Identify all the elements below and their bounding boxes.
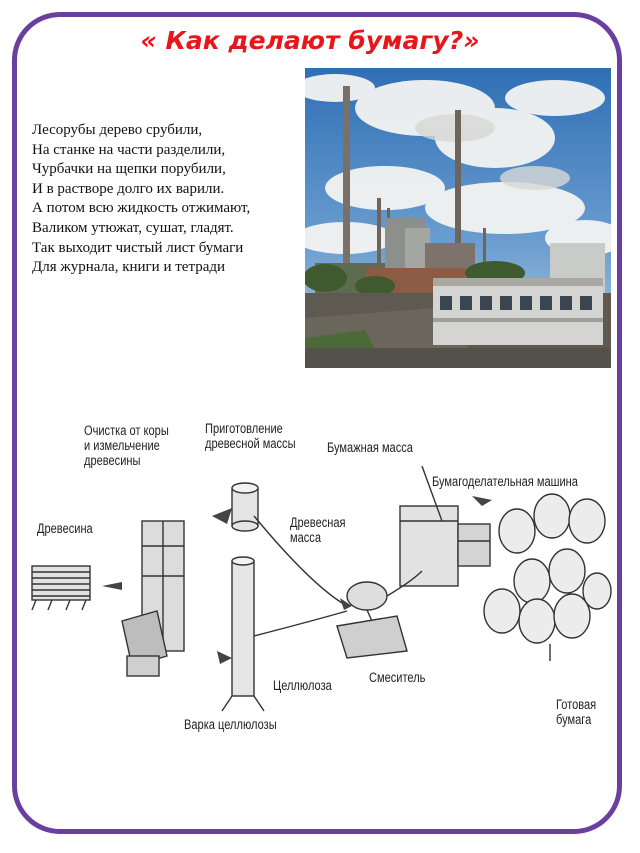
pulp-cylinder: [232, 483, 258, 531]
poem-line: Так выходит чистый лист бумаги: [32, 239, 244, 256]
label-cellulose: Целлюлоза: [273, 678, 332, 693]
cooking-column: [222, 557, 264, 711]
label-wood-pulp: Древесная масса: [290, 515, 346, 545]
label-debarking: Очистка от коры и измельчение древесины: [84, 423, 169, 468]
poem-line: На станке на части разделили,: [32, 141, 226, 158]
poem-line: А потом всю жидкость отжимают,: [32, 200, 251, 217]
label-pulp-prep: Приготовление древесной массы: [205, 421, 296, 451]
poem-line: Чурбачки на щепки порубили,: [32, 161, 226, 178]
page-title: « Как делают бумагу?»: [140, 26, 480, 55]
paper-mill-photo: [305, 68, 611, 368]
label-finished-paper: Готовая бумага: [556, 697, 597, 727]
debarking-machine: [122, 521, 184, 676]
mixer: [337, 582, 407, 658]
poem-line: Валиком утюжат, сушат, гладят.: [32, 219, 234, 236]
poem: [32, 121, 322, 278]
label-cooking: Варка целлюлозы: [184, 717, 277, 732]
poem-line: Для журнала, книги и тетради: [32, 259, 226, 276]
label-paper-machine: Бумагоделательная машина: [432, 474, 578, 489]
poem-line: Лесорубы дерево срубили,: [32, 122, 203, 138]
paper-machine: [484, 494, 611, 661]
label-paper-mass: Бумажная масса: [327, 440, 413, 455]
label-mixer: Смеситель: [369, 670, 426, 685]
poem-line: И в растворе долго их варили.: [32, 180, 225, 197]
logs-illustration: [32, 566, 90, 610]
label-wood: Древесина: [37, 521, 93, 536]
paper-mass-box: [400, 506, 490, 586]
